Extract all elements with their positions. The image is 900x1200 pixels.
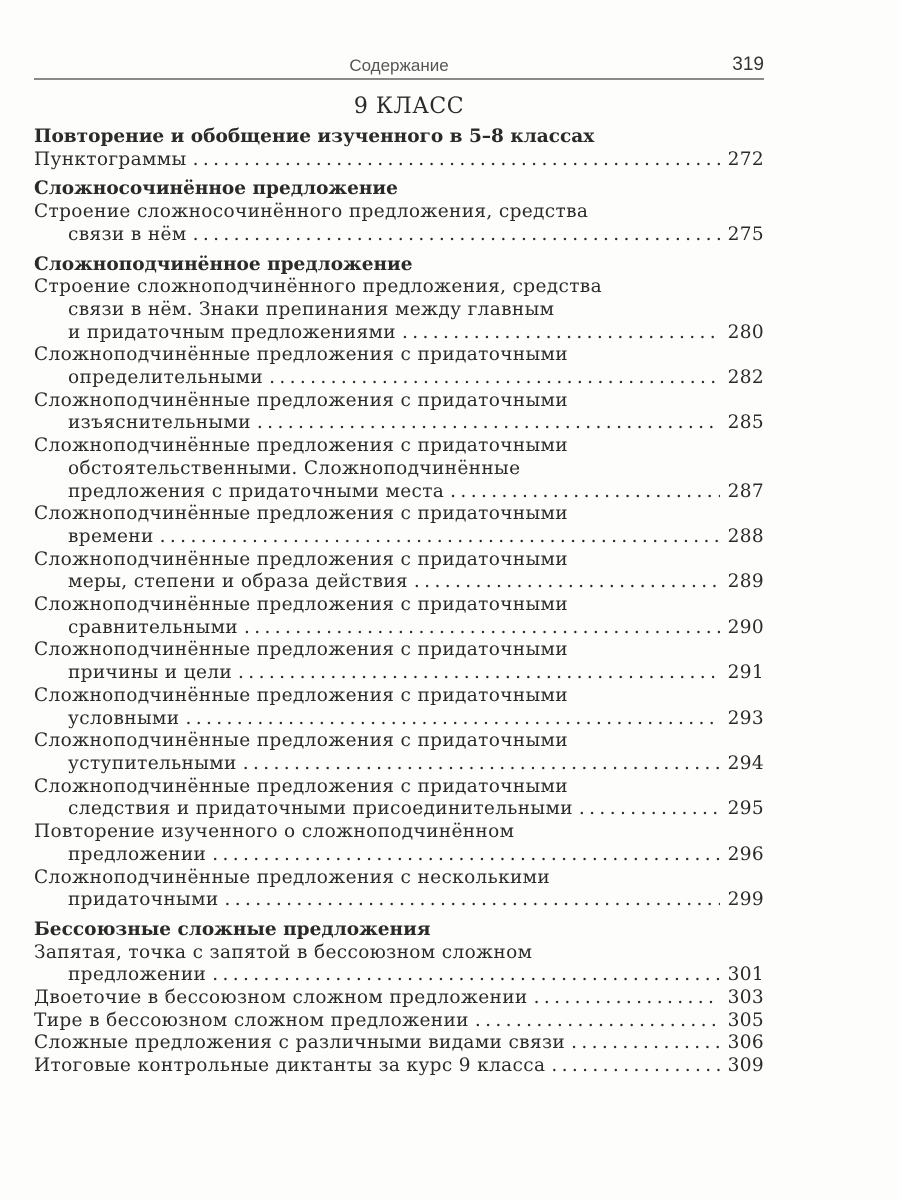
dot-leader (450, 481, 719, 504)
toc-entry[interactable] (34, 942, 764, 987)
dot-leader (269, 367, 720, 390)
dot-leader (193, 224, 720, 247)
entry-last-line (34, 798, 764, 821)
toc-entry[interactable] (34, 685, 764, 730)
dot-leader (212, 964, 719, 987)
entry-text-line: предложении (68, 964, 207, 986)
running-title: Содержание (349, 56, 449, 75)
entry-last-line (34, 367, 764, 390)
entry-page-number: 287 (727, 480, 764, 502)
page-number: 319 (732, 54, 764, 75)
entry-page-number: 303 (727, 987, 764, 1009)
entry-text-line: меры, степени и образа действия (68, 571, 408, 593)
section-title: Сложноподчинённое предложение (34, 253, 413, 275)
dot-leader (225, 889, 720, 912)
toc-entry[interactable] (34, 1010, 764, 1033)
dot-leader (160, 526, 720, 549)
entry-text-line: связи в нём (68, 223, 187, 245)
entry-text-line: времени (68, 525, 154, 547)
toc-entry[interactable] (34, 867, 764, 912)
entry-page-number: 296 (727, 843, 764, 865)
toc-entry[interactable] (34, 594, 764, 639)
entry-page-number: 309 (727, 1055, 764, 1077)
toc-entry[interactable] (34, 549, 764, 594)
toc-entry[interactable] (34, 344, 764, 389)
entry-page-number: 295 (727, 798, 764, 820)
entry-page-number: 275 (727, 223, 764, 245)
toc-sections (34, 126, 764, 1078)
entry-last-line (34, 1032, 764, 1055)
entry-page-number: 288 (727, 525, 764, 547)
dot-leader (402, 322, 720, 345)
dot-leader (551, 1055, 719, 1078)
toc-entry[interactable] (34, 390, 764, 435)
dot-leader (475, 1010, 720, 1033)
entry-last-line (34, 1055, 764, 1078)
entry-text-line: Сложноподчинённые предложения с придаточными (34, 730, 568, 752)
entry-page-number: 301 (727, 964, 764, 986)
entry-page-number: 280 (727, 321, 764, 343)
entry-text-line: Итоговые контрольные диктанты за курс 9 класса (34, 1055, 546, 1077)
toc-entry[interactable] (34, 1032, 764, 1055)
entry-text-line: Сложноподчинённые предложения с придаточными (34, 503, 568, 525)
entry-last-line (34, 526, 764, 549)
entry-last-line (34, 322, 764, 345)
toc-entry[interactable] (34, 639, 764, 684)
section-title: Повторение и обобщение изученного в 5–8 классах (34, 126, 595, 147)
toc-entry[interactable] (34, 1055, 764, 1078)
entry-text-line: уступительными (68, 752, 237, 774)
entry-page-number: 291 (727, 662, 764, 684)
toc-entry[interactable] (34, 730, 764, 775)
entry-last-line (34, 571, 764, 594)
entry-text-line: Пунктограммы (34, 148, 187, 170)
grade-title: 9 КЛАСС (353, 94, 465, 119)
entry-text-line: Сложноподчинённые предложения с несколькими (34, 866, 551, 888)
toc-entry[interactable] (34, 821, 764, 866)
entry-page-number: 299 (727, 889, 764, 911)
dot-leader (579, 798, 720, 821)
dot-leader (244, 617, 720, 640)
toc-section (34, 254, 764, 912)
entry-text-line: Сложноподчинённые предложения с придаточными (34, 639, 568, 661)
dot-leader (534, 987, 720, 1010)
section-title: Сложносочинённое предложение (34, 178, 398, 200)
toc-entry[interactable] (34, 276, 764, 344)
entry-page-number: 293 (727, 707, 764, 729)
toc-entry[interactable] (34, 987, 764, 1010)
toc-entry[interactable] (34, 435, 764, 503)
entry-last-line (34, 964, 764, 987)
entry-text-line: предложении (68, 843, 207, 865)
entry-last-line (34, 662, 764, 685)
toc-section (34, 178, 764, 246)
entry-page-number: 305 (727, 1009, 764, 1031)
entry-text-line: Тире в бессоюзном сложном предложении (34, 1009, 469, 1031)
entry-page-number: 294 (727, 752, 764, 774)
entry-text-line: Сложноподчинённые предложения с придаточными (34, 594, 568, 616)
entry-last-line (34, 617, 764, 640)
entry-last-line (34, 708, 764, 731)
section-title: Бессоюзные сложные предложения (34, 918, 431, 940)
dot-leader (212, 844, 719, 867)
toc-entry[interactable] (34, 149, 764, 172)
toc-entry[interactable] (34, 503, 764, 548)
entry-page-number: 289 (727, 571, 764, 593)
entry-last-line (34, 844, 764, 867)
entry-last-line (34, 1010, 764, 1033)
entry-text-line: Сложноподчинённые предложения с придаточными (34, 389, 568, 411)
entry-text-line: сравнительными (68, 616, 238, 638)
toc-entry[interactable] (34, 201, 764, 246)
entry-text-line: Строение сложноподчинённого предложения, средства (34, 276, 602, 298)
dot-leader (571, 1032, 720, 1055)
entry-text-line: Двоеточие в бессоюзном сложном предложении (34, 987, 528, 1009)
entry-page-number: 272 (727, 148, 764, 170)
entry-last-line (34, 224, 764, 247)
dot-leader (243, 753, 720, 776)
dot-leader (414, 571, 720, 594)
entry-page-number: 282 (727, 367, 764, 389)
entry-text-line: Повторение изученного о сложноподчинённом (34, 821, 515, 843)
entry-text-line: определительными (68, 367, 264, 389)
dot-leader (193, 149, 720, 172)
entry-text-line: обстоятельственными. Сложноподчинённые (68, 457, 521, 479)
entry-text-line: Сложноподчинённые предложения с придаточными (34, 435, 568, 457)
dot-leader (185, 708, 719, 731)
entry-text-line: и придаточным предложениями (68, 321, 396, 343)
dot-leader (238, 662, 720, 685)
page-header (34, 56, 764, 80)
table-of-contents (34, 92, 764, 1078)
entry-last-line (34, 889, 764, 912)
entry-text-line: Сложные предложения с различными видами связи (34, 1032, 566, 1054)
entry-text-line: следствия и придаточными присоединительными (68, 798, 573, 820)
entry-text-line: Запятая, точка с запятой в бессоюзном сложном (34, 941, 533, 963)
entry-page-number: 285 (727, 412, 764, 434)
entry-text-line: Сложноподчинённые предложения с придаточными (34, 684, 568, 706)
entry-text-line: условными (68, 707, 180, 729)
dot-leader (257, 412, 720, 435)
entry-last-line (34, 481, 764, 504)
toc-entry[interactable] (34, 776, 764, 821)
entry-page-number: 306 (727, 1032, 764, 1054)
entry-last-line (34, 753, 764, 776)
toc-section (34, 126, 764, 171)
entry-last-line (34, 412, 764, 435)
entry-last-line (34, 987, 764, 1010)
entry-last-line (34, 149, 764, 172)
entry-text-line: Сложноподчинённые предложения с придаточными (34, 775, 568, 797)
entry-text-line: причины и цели (68, 662, 233, 684)
entry-text-line: Строение сложносочинённого предложения, средства (34, 201, 589, 223)
entry-text-line: связи в нём. Знаки препинания между главным (68, 298, 555, 320)
entry-text-line: Сложноподчинённые предложения с придаточными (34, 548, 568, 570)
entry-text-line: предложения с придаточными места (68, 480, 445, 502)
entry-text-line: изъяснительными (68, 412, 251, 434)
entry-text-line: придаточными (68, 889, 219, 911)
entry-text-line: Сложноподчинённые предложения с придаточными (34, 344, 568, 366)
entry-page-number: 290 (727, 616, 764, 638)
toc-section (34, 919, 764, 1078)
